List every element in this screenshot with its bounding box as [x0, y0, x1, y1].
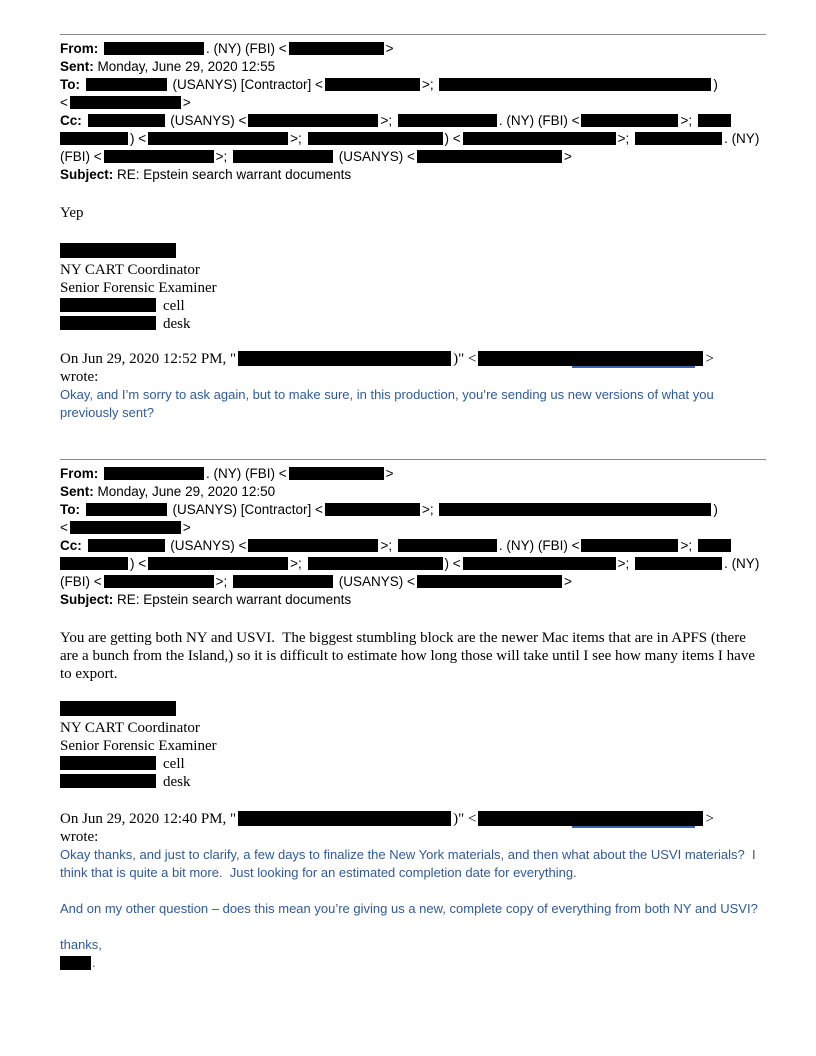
redaction-bar	[463, 557, 616, 570]
header-text: >;	[380, 113, 396, 128]
header-text: ) <	[444, 556, 461, 571]
header-text: . (NY)	[724, 556, 760, 571]
redaction-bar	[325, 503, 420, 516]
redaction-bar	[398, 114, 497, 127]
redaction-bar	[86, 78, 167, 91]
redaction-bar	[104, 467, 204, 480]
to-line-2	[60, 94, 766, 112]
phone-suffix: cell	[163, 756, 185, 772]
quoted-reply-text: And on my other question – does this mean you’re giving us a new, complete copy of everything from both NY and USVI?	[60, 901, 758, 916]
cc-line-2	[60, 555, 766, 573]
redaction-bar	[70, 96, 181, 109]
quote-intro-text: )" <	[453, 811, 477, 827]
signature-title: NY CART Coordinator	[60, 720, 200, 736]
redaction-bar	[248, 114, 378, 127]
redaction-bar	[289, 467, 384, 480]
email-header-2	[60, 465, 766, 609]
redaction-bar	[463, 132, 616, 145]
separator-line	[60, 459, 766, 460]
redaction-bar	[238, 811, 451, 826]
redaction-bar	[439, 503, 711, 516]
redaction-bar	[86, 503, 167, 516]
header-text: >;	[290, 131, 306, 146]
from-label: From:	[60, 466, 99, 481]
redaction-bar	[248, 539, 378, 552]
quoted-reply-text: Okay, and I’m sorry to ask again, but to make sure, in this production, you’re sending us new versions of what you previously sent?	[60, 387, 718, 420]
header-text: >;	[421, 502, 438, 517]
redaction-bar	[60, 701, 176, 716]
header-text: >;	[680, 113, 696, 128]
email-body-text: You are getting both NY and USVI. The biggest stumbling block are the newer Mac items that are in APFS (there are a bunch from the Island,) so it is difficult to estimate how long those will take until I see how many items I have to export.	[60, 630, 759, 682]
header-text: >;	[680, 538, 696, 553]
sent-value: Monday, June 29, 2020 12:55	[97, 59, 276, 74]
header-text: >	[385, 41, 394, 56]
header-text: >	[182, 95, 191, 110]
quote-intro-text: On Jun 29, 2020 12:40 PM, "	[60, 811, 237, 827]
to-line-2	[60, 519, 766, 537]
header-text: >;	[215, 149, 232, 164]
subject-line	[60, 166, 766, 184]
sent-label: Sent:	[60, 59, 94, 74]
email-body-text: Yep	[60, 205, 84, 221]
signature-phone	[60, 297, 766, 315]
redaction-bar	[70, 521, 181, 534]
cc-label: Cc:	[60, 538, 82, 553]
redaction-bar	[60, 298, 156, 312]
signature-title: Senior Forensic Examiner	[60, 738, 217, 754]
header-text: >;	[380, 538, 396, 553]
redaction-bar	[104, 575, 214, 588]
redaction-bar-over-link	[478, 811, 703, 826]
from-label: From:	[60, 41, 99, 56]
redaction-bar	[635, 557, 722, 570]
phone-suffix: cell	[163, 298, 185, 314]
redaction-bar	[635, 132, 722, 145]
redaction-bar	[289, 42, 384, 55]
redaction-bar	[698, 539, 731, 552]
redaction-bar	[233, 150, 333, 163]
redaction-bar	[60, 316, 156, 330]
header-text: . (NY) (FBI) <	[206, 41, 287, 56]
header-text: (USANYS) [Contractor] <	[168, 502, 323, 517]
phone-suffix: desk	[163, 316, 191, 332]
header-text: . (NY) (FBI) <	[498, 113, 580, 128]
header-text: >	[563, 149, 572, 164]
redaction-bar	[104, 150, 214, 163]
redaction-bar-over-link	[478, 351, 703, 366]
header-text: >;	[290, 556, 306, 571]
header-text: (USANYS) <	[166, 538, 247, 553]
sent-line	[60, 58, 766, 76]
header-text: >	[385, 466, 394, 481]
redaction-bar	[60, 557, 128, 570]
separator-line	[60, 34, 766, 35]
header-text: >;	[421, 77, 438, 92]
sent-label: Sent:	[60, 484, 94, 499]
signature-phone	[60, 315, 766, 333]
subject-label: Subject:	[60, 592, 114, 607]
quote-intro-text: )" <	[453, 351, 477, 367]
quote-intro-text: On Jun 29, 2020 12:52 PM, "	[60, 351, 237, 367]
sent-value: Monday, June 29, 2020 12:50	[97, 484, 276, 499]
quote-intro-text: >	[705, 811, 714, 827]
signature-title: NY CART Coordinator	[60, 262, 200, 278]
header-text: . (NY) (FBI) <	[206, 466, 287, 481]
signature-title: Senior Forensic Examiner	[60, 280, 217, 296]
header-text: (FBI) <	[60, 574, 102, 589]
redaction-bar	[104, 42, 204, 55]
signature-phone	[60, 755, 766, 773]
header-text: >;	[215, 574, 232, 589]
signature-phone	[60, 773, 766, 791]
header-text: >	[563, 574, 572, 589]
redaction-bar	[398, 539, 497, 552]
redaction-bar	[581, 114, 678, 127]
redaction-bar	[60, 774, 156, 788]
redaction-bar	[698, 114, 731, 127]
redaction-bar	[88, 539, 165, 552]
from-line	[60, 465, 766, 483]
quoted-reply-signoff	[60, 954, 766, 972]
wrote-label: wrote:	[60, 369, 99, 385]
subject-line	[60, 591, 766, 609]
header-text: (FBI) <	[60, 149, 102, 164]
cc-line	[60, 112, 766, 130]
redaction-bar	[148, 557, 288, 570]
header-text: >;	[617, 556, 634, 571]
cc-line-3	[60, 148, 766, 166]
header-text: (USANYS) [Contractor] <	[168, 77, 323, 92]
signature-block	[60, 243, 766, 333]
quote-intro-text: >	[705, 351, 714, 367]
redaction-bar	[60, 243, 176, 258]
header-text: ) <	[130, 556, 147, 571]
quote-intro-line	[60, 350, 766, 368]
sent-line	[60, 483, 766, 501]
header-text: )	[713, 77, 718, 92]
email-header-1	[60, 40, 766, 184]
header-text: >	[182, 520, 191, 535]
redaction-bar	[581, 539, 678, 552]
header-text: )	[713, 502, 718, 517]
header-text: ) <	[130, 131, 147, 146]
cc-label: Cc:	[60, 113, 82, 128]
redaction-bar	[60, 132, 128, 145]
to-label: To:	[60, 502, 80, 517]
redaction-bar	[233, 575, 333, 588]
header-text: <	[60, 520, 68, 535]
subject-label: Subject:	[60, 167, 114, 182]
redaction-bar	[325, 78, 420, 91]
from-line	[60, 40, 766, 58]
subject-value: RE: Epstein search warrant documents	[117, 167, 352, 182]
redaction-bar	[148, 132, 288, 145]
redaction-bar	[308, 132, 443, 145]
cc-line-3	[60, 573, 766, 591]
redaction-bar	[417, 575, 562, 588]
header-text: . (NY)	[724, 131, 760, 146]
to-line	[60, 501, 766, 519]
cc-line	[60, 537, 766, 555]
wrote-label: wrote:	[60, 829, 99, 845]
signoff-period: .	[92, 955, 96, 970]
cc-line-2	[60, 130, 766, 148]
redaction-bar	[439, 78, 711, 91]
header-text: . (NY) (FBI) <	[498, 538, 580, 553]
phone-suffix: desk	[163, 774, 191, 790]
subject-value: RE: Epstein search warrant documents	[117, 592, 352, 607]
redaction-bar	[60, 756, 156, 770]
header-text: >;	[617, 131, 634, 146]
redaction-bar	[238, 351, 451, 366]
header-text: <	[60, 95, 68, 110]
redaction-bar	[60, 956, 91, 970]
quoted-reply-text: Okay thanks, and just to clarify, a few days to finalize the New York materials, and then what about the USVI materials? I think that is quite a bit more. Just looking for an estimated completion date for everything.	[60, 847, 760, 880]
redaction-bar	[308, 557, 443, 570]
signature-block	[60, 701, 766, 791]
header-text: (USANYS) <	[335, 574, 415, 589]
redaction-bar	[88, 114, 165, 127]
header-text: (USANYS) <	[335, 149, 415, 164]
quoted-reply-closing: thanks,	[60, 937, 102, 952]
redaction-bar	[417, 150, 562, 163]
quote-intro-line	[60, 810, 766, 828]
header-text: (USANYS) <	[166, 113, 247, 128]
to-label: To:	[60, 77, 80, 92]
header-text: ) <	[444, 131, 461, 146]
to-line	[60, 76, 766, 94]
